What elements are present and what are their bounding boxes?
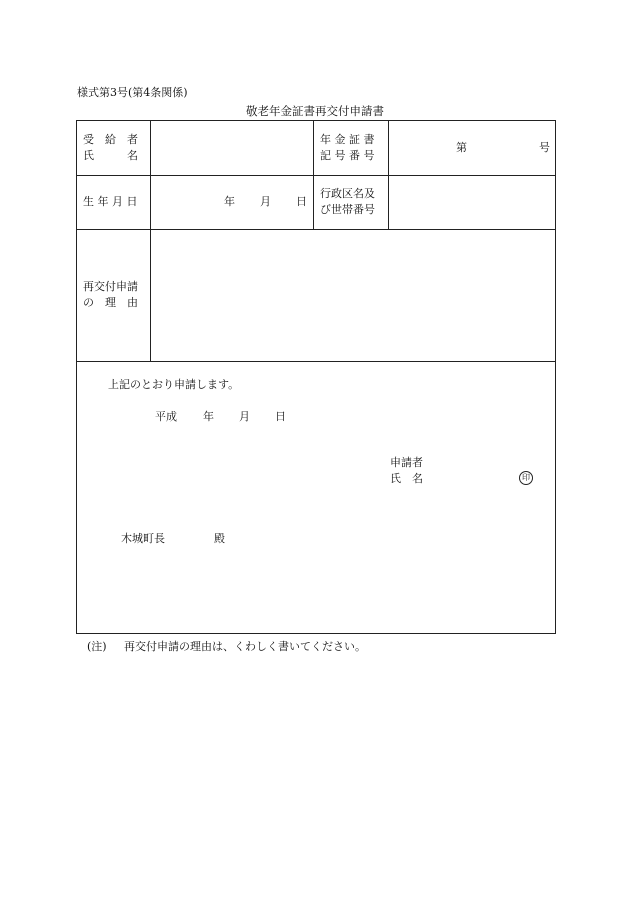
- birthdate-day-unit: 日: [296, 195, 307, 208]
- declaration-statement: 上記のとおり申請します。: [108, 378, 240, 391]
- application-date-era: 平成: [155, 410, 177, 423]
- seal-mark-icon: 印: [519, 471, 533, 485]
- applicant-name-label: 氏 名: [390, 472, 423, 485]
- applicant-label: 申請者: [390, 456, 423, 469]
- row-divider: [77, 361, 555, 362]
- application-date-day-unit: 日: [275, 410, 286, 423]
- certificate-number-prefix: 第: [456, 141, 467, 154]
- reason-label: 再交付申請 の 理 由: [83, 280, 138, 309]
- certificate-number-field[interactable]: [395, 127, 550, 169]
- label-column-divider: [150, 121, 151, 361]
- certificate-number-label: 年 金 証 書 記 号 番 号: [320, 133, 375, 162]
- application-date-month-unit: 月: [239, 410, 250, 423]
- reason-field[interactable]: [157, 235, 550, 355]
- row-divider: [77, 175, 555, 176]
- column-divider: [388, 121, 389, 229]
- application-form-table: [76, 120, 556, 634]
- addressee: 木城町長: [121, 532, 165, 545]
- birthdate-label: 生 年 月 日: [83, 195, 138, 208]
- recipient-name-field[interactable]: [157, 127, 307, 169]
- column-divider: [313, 121, 314, 229]
- form-number-label: 様式第3号(第4条関係): [77, 86, 188, 99]
- district-label: 行政区名及 び世帯番号: [320, 187, 375, 216]
- recipient-name-label: 受 給 者 氏 名: [83, 133, 138, 162]
- birthdate-month-unit: 月: [260, 195, 271, 208]
- certificate-number-suffix: 号: [539, 141, 550, 154]
- form-title: 敬老年金証書再交付申請書: [246, 104, 384, 118]
- application-date-year-unit: 年: [203, 410, 214, 423]
- applicant-name-field[interactable]: [437, 467, 517, 485]
- birthdate-year-unit: 年: [224, 195, 235, 208]
- note-marker: (注): [87, 640, 107, 653]
- row-divider: [77, 229, 555, 230]
- note-text: 再交付申請の理由は、くわしく書いてください。: [124, 640, 366, 653]
- district-field[interactable]: [395, 181, 550, 223]
- addressee-honorific: 殿: [214, 532, 225, 545]
